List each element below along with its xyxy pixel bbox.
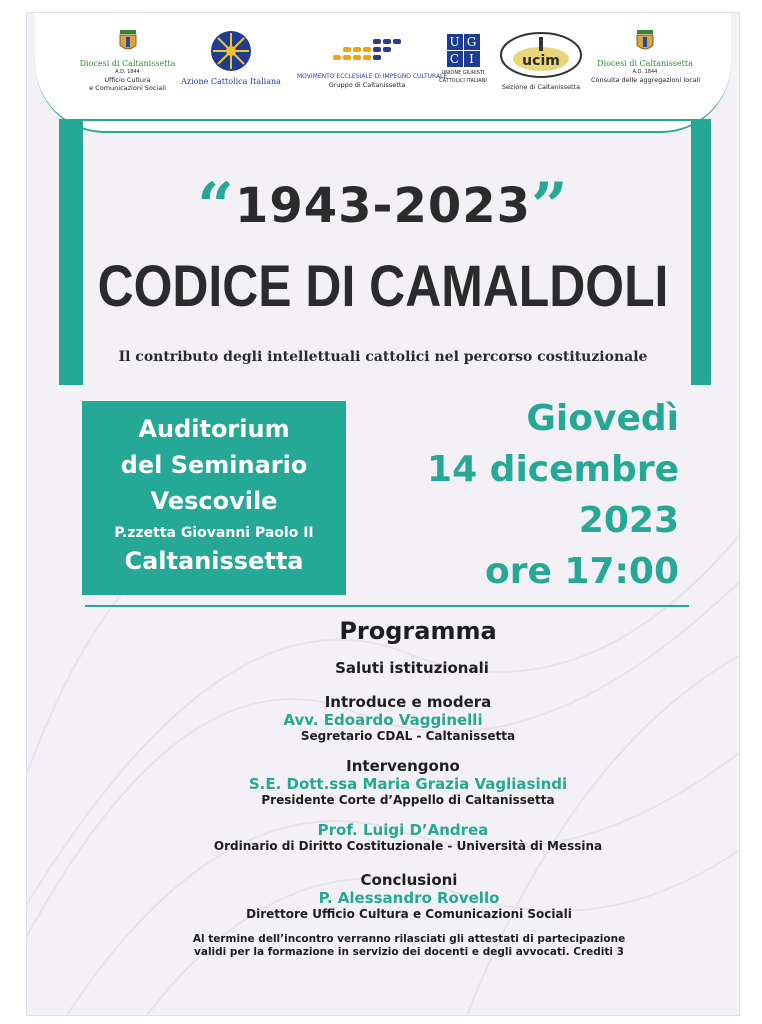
logo-band <box>35 13 731 133</box>
venue-line3: Vescovile <box>150 487 278 515</box>
ugci-line2: CATTOLICI ITALIANI <box>439 78 487 84</box>
diocesi-left-year: A.D. 1844 <box>115 69 140 75</box>
svg-text:ucim: ucim <box>522 53 560 69</box>
azione-cattolica-emblem-icon <box>209 29 253 73</box>
years-text: 1943-2023 <box>234 178 532 234</box>
speakers-heading: Intervengono <box>346 757 460 775</box>
section-divider <box>85 605 689 607</box>
conclusion-heading: Conclusioni <box>360 871 458 889</box>
open-quote: “ <box>197 169 235 244</box>
venue-line1: Auditorium <box>138 415 290 443</box>
ugci-letter-c: C <box>447 51 463 67</box>
ugci-line1: UNIONE GIURISTI <box>441 70 485 76</box>
moderator-role: Segretario CDAL - Caltanissetta <box>300 729 516 743</box>
moderator-name: Avv. Edoardo Vagginelli <box>283 711 483 729</box>
logo-meic <box>297 35 448 89</box>
ugci-letter-g: G <box>464 34 480 50</box>
notice-line2: validi per la formazione in servizio dei docenti e degli avvocati. Crediti 3 <box>194 946 624 958</box>
coat-of-arms-icon <box>631 27 659 55</box>
venue-address: P.zzetta Giovanni Paolo II <box>114 525 314 541</box>
logo-ugci <box>433 31 493 85</box>
meic-dots-icon <box>329 35 405 69</box>
coat-of-arms-icon <box>114 27 142 55</box>
ucim-oval-icon <box>499 31 583 79</box>
ucim-sub: Sezione di Caltanissetta <box>501 83 581 91</box>
diocesi-right-year: A.D. 1844 <box>632 69 658 75</box>
date-weekday: Giovedì <box>526 398 679 439</box>
credits-notice <box>79 933 739 959</box>
conclusion-role: Direttore Ufficio Cultura e Comunicazioni Sociali <box>246 907 572 921</box>
meic-name: MOVIMENTO ECCLESIALE DI IMPEGNO CULTURALE <box>297 73 448 80</box>
notice-line1: Al termine dell’incontro verranno rilasciati gli attestati di partecipazione <box>192 933 626 945</box>
speaker1-role: Presidente Corte d’Appello di Caltanissetta <box>261 793 555 807</box>
top-accent-line <box>83 119 691 121</box>
speaker2-role: Ordinario di Diritto Costituzionale - Università di Messina <box>213 839 603 853</box>
azione-cattolica-name: Azione Cattolica Italiana <box>181 77 281 86</box>
close-quote: ” <box>531 169 569 244</box>
program-section <box>27 617 739 959</box>
moderator-heading: Introduce e modera <box>324 693 492 711</box>
logo-azione-cattolica <box>181 29 281 86</box>
meic-sub: Gruppo di Caltanissetta <box>328 81 406 89</box>
event-title: CODICE DI CAMALDOLI <box>97 254 669 319</box>
conclusion-name: P. Alessandro Rovello <box>318 889 500 907</box>
event-subtitle: Il contributo degli intellettuali cattolici nel percorso costituzionale <box>118 349 648 365</box>
event-years <box>27 169 739 244</box>
diocesi-right-sub: Consulta delle aggregazioni locali <box>591 76 701 84</box>
ugci-letter-i: I <box>464 51 480 67</box>
left-accent-bar <box>59 119 83 385</box>
logo-ucim <box>495 31 587 91</box>
date-day-month: 14 dicembre <box>427 449 679 490</box>
diocesi-left-name: Diocesi di Caltanissetta <box>79 59 176 68</box>
poster <box>26 12 740 1016</box>
venue-city: Caltanissetta <box>124 547 304 575</box>
program-greetings: Saluti istituzionali <box>335 659 489 677</box>
date-year: 2023 <box>578 500 679 541</box>
logo-diocesi-left <box>75 27 180 92</box>
ugci-mark <box>447 34 480 67</box>
venue-box <box>82 401 346 595</box>
ugci-letter-u: U <box>447 34 463 50</box>
speaker1-name: S.E. Dott.ssa Maria Grazia Vagliasindi <box>248 775 568 793</box>
diocesi-right-name: Diocesi di Caltanissetta <box>597 59 693 68</box>
right-accent-bar <box>691 119 711 385</box>
speaker2-name: Prof. Luigi D’Andrea <box>317 821 489 839</box>
date-time: ore 17:00 <box>484 551 679 592</box>
diocesi-left-line2: e Comunicazioni Sociali <box>89 84 166 92</box>
logo-diocesi-right <box>591 27 699 84</box>
date-block <box>367 393 679 597</box>
diocesi-left-line1: Ufficio Cultura <box>104 76 151 84</box>
venue-line2: del Seminario <box>120 451 308 479</box>
program-title: Programma <box>339 617 497 645</box>
